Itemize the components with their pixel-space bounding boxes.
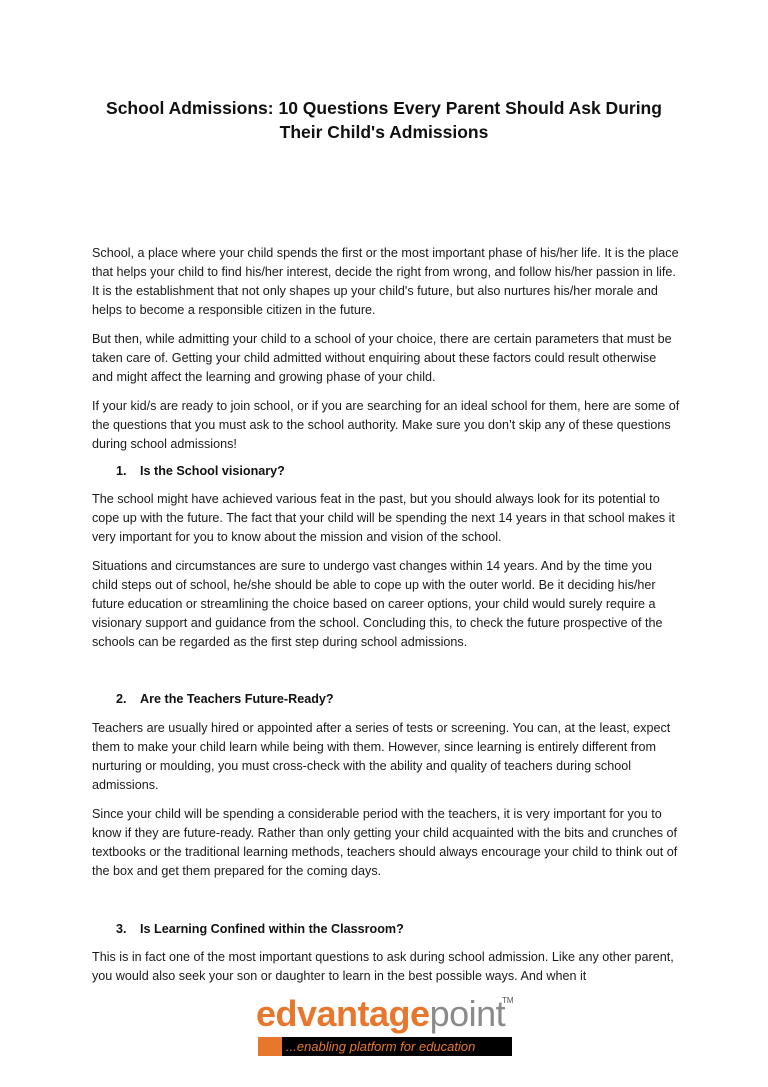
- intro-paragraph-3: If your kid/s are ready to join school, or if you are searching for an ideal school for them, here are some of the questions that you must ask to the school authority. Make sure you don’t skip any of these questions during school admissions!: [92, 399, 680, 451]
- section-number: 3.: [116, 922, 127, 936]
- section-3-paragraph-1: This is in fact one of the most important questions to ask during school admission. Like any other parent, you would also seek your son or daughter to learn in the best possible ways. And when it: [92, 950, 674, 983]
- section-2-paragraph-1: Teachers are usually hired or appointed after a series of tests or screening. You can, at the least, expect them to make your child learn while being with them. However, since learning is entirely different from nurturing or moulding, you must cross-check with the ability and quality of teachers during school admissions.: [92, 721, 671, 792]
- section-heading-1: [116, 462, 676, 481]
- logo-word-part2: point: [429, 993, 506, 1034]
- logo-orange-block: [258, 1037, 282, 1056]
- section-1-paragraph-2: Situations and circumstances are sure to undergo vast changes within 14 years. And by the time you child steps out of school, he/she should be able to cope up with the outer world. Be it deciding his/her future education or streamlining the choice based on career options, your child would surely require a visionary support and guidance from the school. Concluding this, to check the future prospective of the schools can be regarded as the first step during school admissions.: [92, 559, 663, 649]
- document-title: School Admissions: 10 Questions Every Parent Should Ask During Their Child's Admissions: [106, 98, 662, 142]
- section-1-paragraph-1: The school might have achieved various feat in the past, but you should always look for its potential to cope up with the future. The fact that your child will be spending the next 14 years in that school makes it very important for you to know about the mission and vision of the school.: [92, 492, 675, 544]
- intro-paragraph-1: School, a place where your child spends the first or the most important phase of his/her life. It is the place that helps your child to find his/her interest, decide the right from wrong, and follow his/her passion in life. It is the establishment that not only shapes up your child's future, but also nurtures his/her morale and helps to become a responsible citizen in the future.: [92, 246, 679, 317]
- intro-paragraph-2: But then, while admitting your child to a school of your choice, there are certain parameters that must be taken care of. Getting your child admitted without enquiring about these factors could result otherwise and might affect the learning and growing phase of your child.: [92, 332, 672, 384]
- logo-wordmark: [256, 994, 505, 1034]
- logo-tagline: ...enabling platform for education: [286, 1039, 476, 1054]
- section-heading-text: Are the Teachers Future-Ready?: [140, 692, 334, 706]
- section-heading-text: Is the School visionary?: [140, 464, 285, 478]
- section-heading-3: [116, 920, 676, 939]
- section-number: 2.: [116, 692, 127, 706]
- edvantagepoint-logo: [256, 994, 516, 1060]
- logo-word-part1: edvantage: [256, 993, 430, 1034]
- section-heading-2: [116, 690, 676, 709]
- logo-tagline-bar: [258, 1037, 512, 1056]
- section-2-paragraph-2: Since your child will be spending a considerable period with the teachers, it is very important for you to know if they are future-ready. Rather than only getting your child acquainted with the bits and crunches of textbooks or the traditional learning methods, teachers should always encourage your child to think out of the box and get them prepared for the coming days.: [92, 807, 678, 878]
- section-number: 1.: [116, 464, 127, 478]
- section-heading-text: Is Learning Confined within the Classroom?: [140, 922, 404, 936]
- logo-trademark: TM: [502, 996, 514, 1005]
